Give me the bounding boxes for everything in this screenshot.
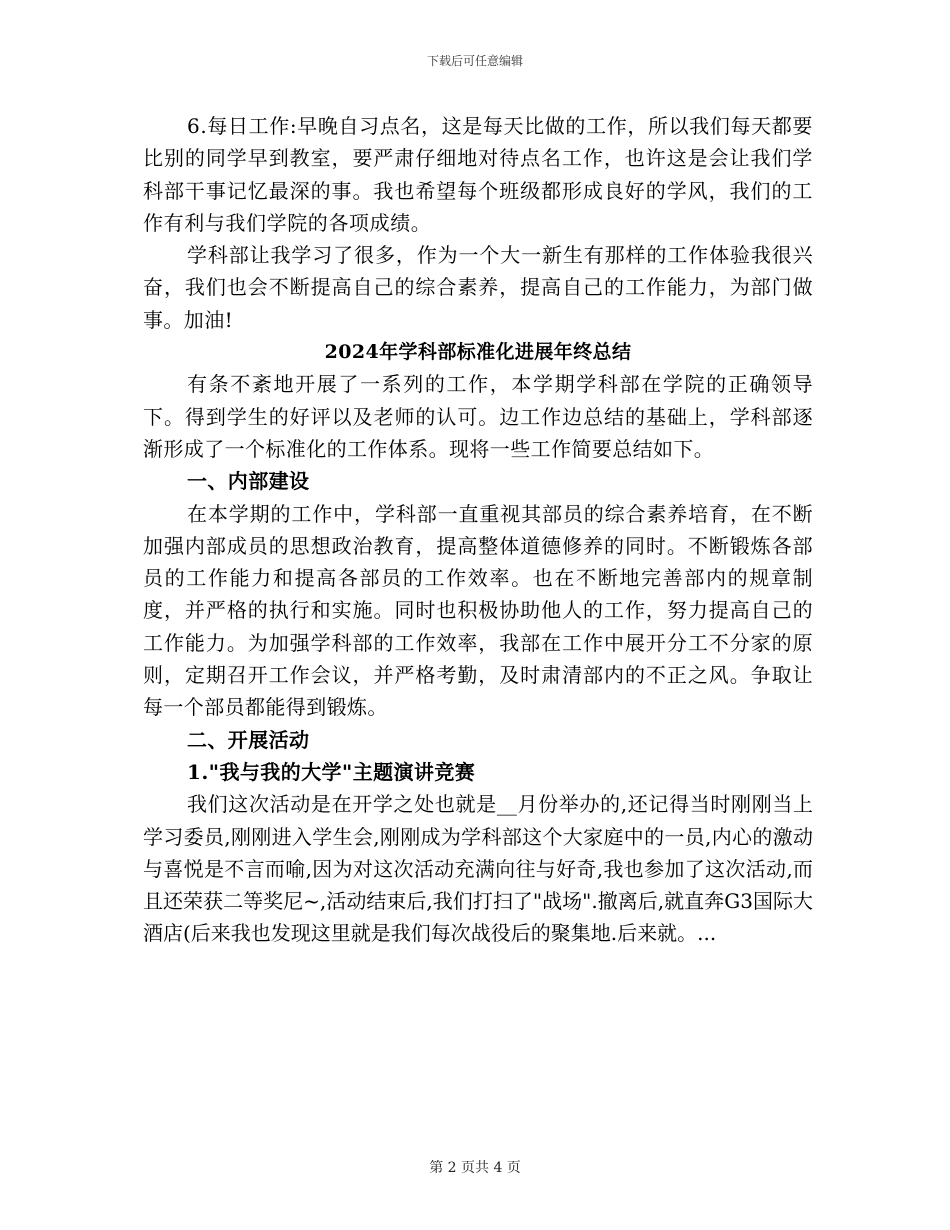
document-title: 2024年学科部标准化进展年终总结 <box>324 341 632 364</box>
paragraph-internal: 在本学期的工作中，学科部一直重视其部员的综合素养培育，在不断加强内部成员的思想政治教育，提高整体道德修养的同时。不断锻炼各部员的工作能力和提高各部员的工作效率。也在不断地完善部内的规章制度，并严格的执行和实施。同时也积极协助他人的工作，努力提高自己的工作能力。为加强学科部的工作效率，我部在工作中展开分工不分家的原则，定期召开工作会议，并严格考勤，及时肃清部内的不正之风。争取让每一个部员都能得到锻炼。 <box>143 501 813 720</box>
section-heading-activities: 二、开展活动 <box>187 727 310 752</box>
document-body <box>143 110 813 950</box>
section-heading-internal: 一、内部建设 <box>187 469 310 494</box>
paragraph-speech: 我们这次活动是在开学之处也就是__月份举办的,还记得当时刚刚当上学习委员,刚刚进入学生会,刚刚成为学科部这个大家庭中的一员,内心的激动与喜悦是不言而喻,因为对这次活动充满向往与好奇,我也参加了这次活动,而且还荣获二等奖尼~,活动结束后,我们打扫了"战场".撤离后,就直奔G3国际大酒店(后来我也发现这里就是我们每次战役后的聚集地.后来就。... <box>143 792 813 946</box>
paragraph-learned: 学科部让我学习了很多，作为一个大一新生有那样的工作体验我很兴奋，我们也会不断提高自己的综合素养，提高自己的工作能力，为部门做事。加油! <box>143 243 813 332</box>
paragraph-intro: 有条不紊地开展了一系列的工作，本学期学科部在学院的正确领导下。得到学生的好评以及老师的认可。边工作边总结的基础上，学科部逐渐形成了一个标准化的工作体系。现将一些工作简要总结如下。 <box>143 372 813 461</box>
subsection-heading-speech: 1."我与我的大学"主题演讲竞赛 <box>187 759 476 784</box>
page-header: 下载后可任意编辑 <box>426 54 523 68</box>
page-footer: 第 2 页共 4 页 <box>429 1160 521 1176</box>
paragraph-daily-work: 6.每日工作:早晚自习点名，这是每天比做的工作，所以我们每天都要比别的同学早到教室，要严肃仔细地对待点名工作，也许这是会让我们学科部干事记忆最深的事。我也希望每个班级都形成良好的学风，我们的工作有利与我们学院的各项成绩。 <box>143 114 813 235</box>
